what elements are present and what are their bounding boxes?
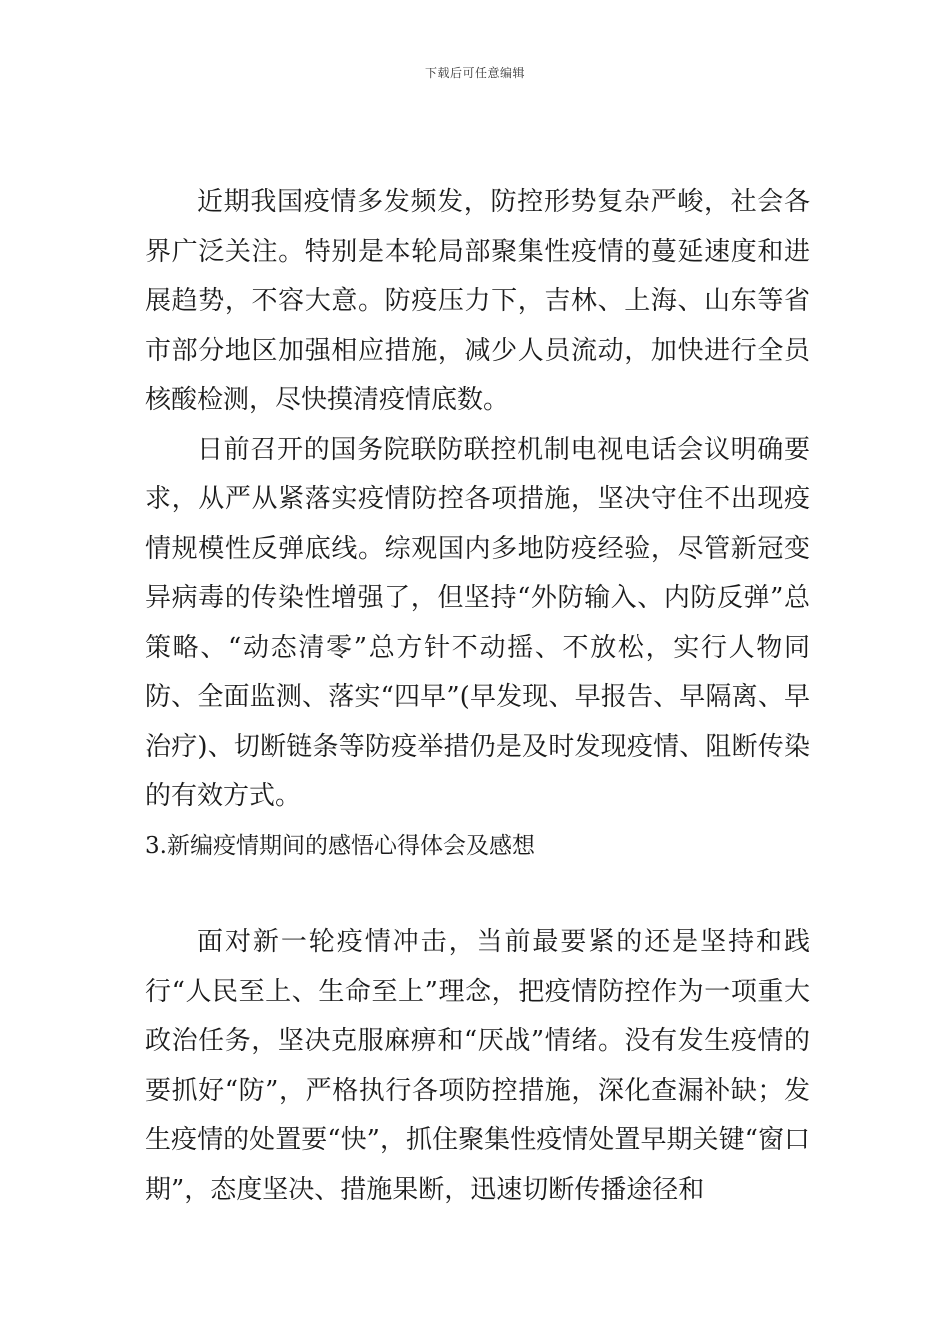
section-heading: 3.新编疫情期间的感悟心得体会及感想 bbox=[145, 832, 535, 859]
section-spacer bbox=[145, 871, 810, 918]
document-body bbox=[145, 178, 810, 1215]
section-paragraph-1: 面对新一轮疫情冲击，当前最要紧的还是坚持和践行“人民至上、生命至上”理念，把疫情防控作为一项重大政治任务，坚决克服麻痹和“厌战”情绪。没有发生疫情的要抓好“防”，严格执行各项防控措施，深化查漏补缺；发生疫情的处置要“快”，抓住聚集性疫情处置早期关键“窗口期”，态度坚决、措施果断，迅速切断传播途径和 bbox=[145, 927, 810, 1205]
page-header: 下载后可任意编辑 bbox=[424, 66, 525, 80]
paragraph-2: 日前召开的国务院联防联控机制电视电话会议明确要求，从严从紧落实疫情防控各项措施，坚决守住不出现疫情规模性反弹底线。综观国内多地防疫经验，尽管新冠变异病毒的传染性增强了，但坚持“外防输入、内防反弹”总策略、“动态清零”总方针不动摇、不放松，实行人物同防、全面监测、落实“四早”(早发现、早报告、早隔离、早治疗)、切断链条等防疫举措仍是及时发现疫情、阻断传染的有效方式。 bbox=[145, 434, 810, 811]
paragraph-1: 近期我国疫情多发频发，防控形势复杂严峻，社会各界广泛关注。特别是本轮局部聚集性疫情的蔓延速度和进展趋势，不容大意。防疫压力下，吉林、上海、山东等省市部分地区加强相应措施，减少人员流动，加快进行全员核酸检测，尽快摸清疫情底数。 bbox=[145, 187, 810, 415]
